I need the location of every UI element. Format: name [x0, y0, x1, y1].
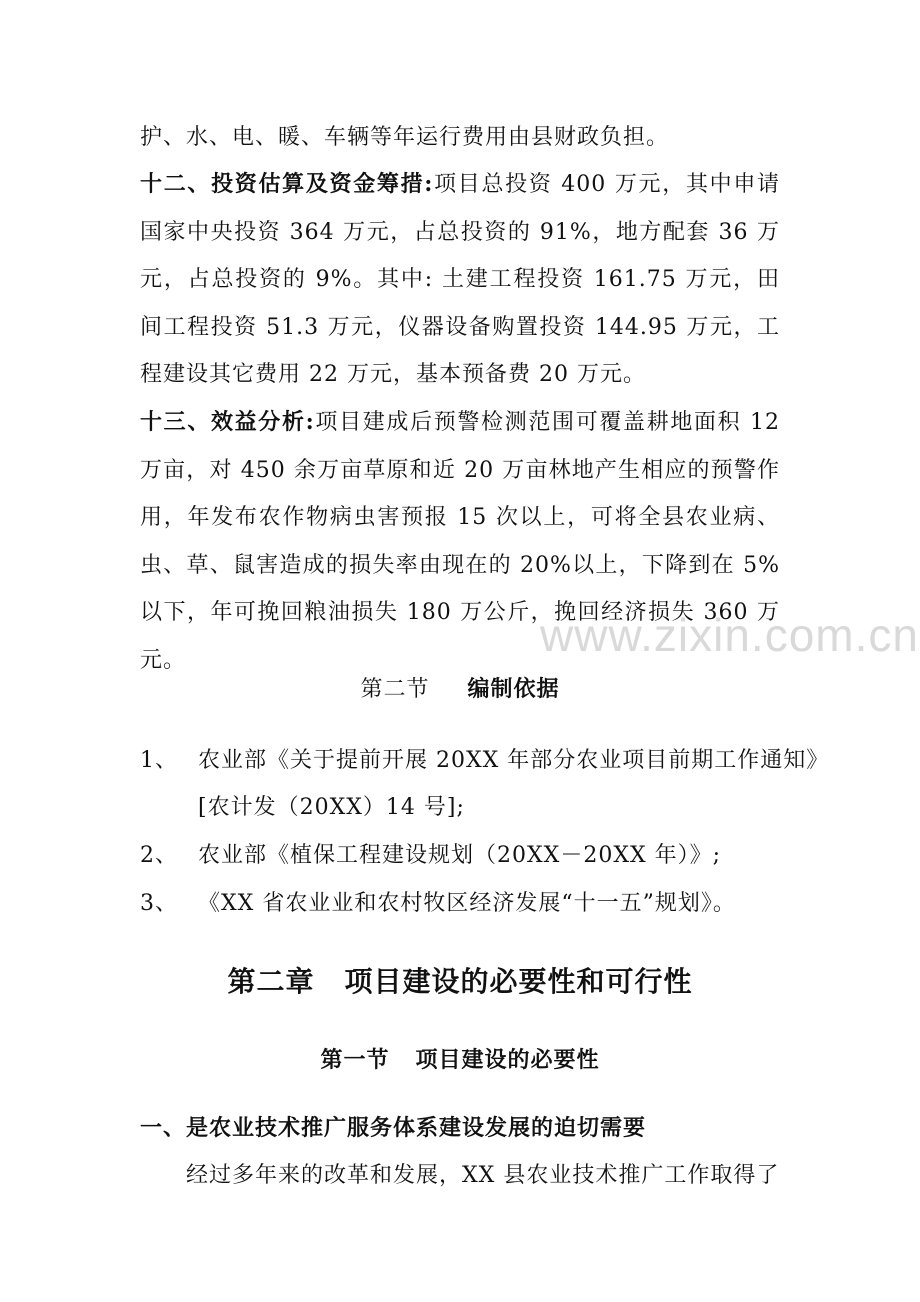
subsection-heading [0, 1043, 920, 1074]
chapter-heading [0, 960, 920, 1000]
list-item [140, 743, 829, 774]
chapter-number: 第二章 [227, 965, 315, 998]
paragraph-operating-costs [140, 114, 780, 162]
paragraph-investment [140, 161, 780, 399]
paragraph-text: 项目建成后预警检测范围可覆盖耕地面积 12 万亩，对 450 余万亩草原和近 20 万亩林地产生相应的预警作用，年发布农作物病虫害预报 15 次以上，可将全县农业病、虫、草、鼠害造成的损失率由现在的 20%以上，下降到在 5%以下，年可挽回粮油损失 180 万公斤，挽回经济损失 360 万元。 [140, 410, 780, 673]
list-item-number: 2、 [140, 843, 178, 868]
paragraph-text: 经过多年来的改革和发展，XX 县农业技术推广工作取得了 [186, 1163, 780, 1188]
chapter-title: 项目建设的必要性和可行性 [344, 965, 693, 998]
section-number: 第二节 [360, 677, 430, 702]
subsection-number: 第一节 [320, 1047, 390, 1073]
section-heading [0, 672, 920, 703]
section-title: 编制依据 [467, 676, 560, 702]
list-item-continuation: [农计发（20XX）14 号]; [198, 795, 465, 820]
list-item-number: 1、 [140, 748, 178, 773]
paragraph-text: 项目总投资 400 万元，其中申请国家中央投资 364 万元，占总投资的 91%，地方配套 36 万元，占总投资的 9%。其中: 土建工程投资 161.75 万元，田间工程投资 51.3 万元，仪器设备购置投资 144.95 万元，工程建设其它费用 22 万元，基本预备费 20 万元。 [140, 172, 781, 387]
list-item [140, 886, 736, 917]
list-item-text: 《XX 省农业业和农村牧区经济发展“十一五”规划》。 [198, 891, 736, 916]
paragraph-text: 护、水、电、暖、车辆等年运行费用由县财政负担。 [140, 125, 670, 150]
list-item-number: 3、 [140, 891, 178, 916]
paragraph-heading: 十二、投资估算及资金筹措: [140, 171, 434, 197]
subsection-title: 项目建设的必要性 [415, 1047, 600, 1073]
list-item-text: 农业部《植保工程建设规划（20XX－20XX 年）》; [198, 843, 722, 868]
list-item [140, 838, 721, 869]
paragraph-heading: 十三、效益分析: [140, 409, 315, 435]
list-item-text: 农业部《关于提前开展 20XX 年部分农业项目前期工作通知》 [198, 748, 830, 773]
watermark: www.zixin.com.cn [540, 609, 919, 661]
item-heading: 一、是农业技术推广服务体系建设发展的迫切需要 [140, 1115, 647, 1141]
